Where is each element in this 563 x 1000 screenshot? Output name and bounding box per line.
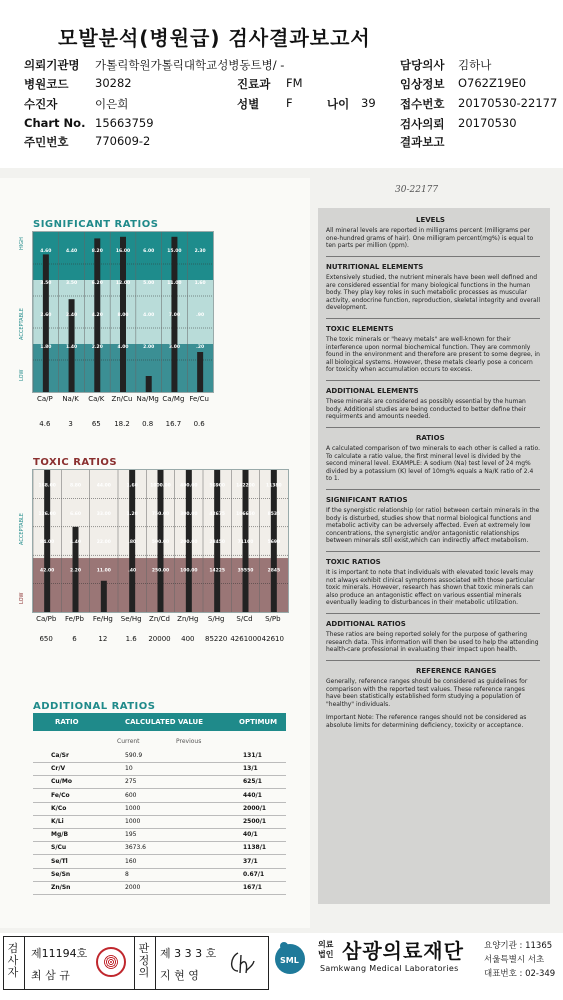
current-value-cell: 3673.6 (125, 844, 146, 852)
zone-high-label: HIGH (19, 237, 25, 250)
table-row (33, 855, 286, 869)
request-date-value: 20170530 (458, 116, 517, 130)
tick-label: 8535 (267, 511, 281, 517)
tick-label: 11.00 (96, 568, 111, 574)
org-info-line2: 서울특별시 서초 (484, 955, 545, 965)
section-body: These minerals are considered as possibly essential by the human body. Additional studies are being conducted to better define their requirments and amounts needed. (326, 398, 526, 421)
tick-label: 15.00 (167, 249, 182, 254)
tick-label: 1000.00 (150, 483, 171, 489)
tick-label: 11.00 (167, 281, 182, 286)
value-label: 400 (181, 635, 195, 643)
age-label: 나이 (327, 97, 350, 111)
section-heading: RATIOS (416, 434, 445, 442)
doctor-label: 담당의사 (400, 58, 445, 72)
toxic-ratios-title: TOXIC RATIOS (33, 457, 118, 468)
clinical-value: O762Z19E0 (458, 76, 527, 90)
org-info-line1: 요양기관 : 11365 (484, 941, 553, 951)
tick-label: 1.40 (66, 345, 78, 350)
tick-label: 35550 (237, 568, 254, 574)
hospital-code-value: 30282 (95, 76, 132, 90)
ratio-cell: K/Li (51, 818, 64, 825)
tick-label: 1.20 (126, 511, 138, 517)
doctor-value: 김하나 (458, 58, 492, 72)
inspector-license: 제11194호 (31, 947, 88, 960)
category-label: S/Cd (236, 615, 253, 623)
value-label: 4.6 (39, 420, 51, 428)
dept-value: FM (286, 76, 303, 90)
category-label: Fe/Pb (65, 615, 84, 623)
section-heading: REFERENCE RANGES (416, 667, 497, 675)
current-value-cell: 1000 (125, 804, 141, 812)
sml-logo (272, 939, 308, 975)
tick-label: 44.00 (96, 483, 111, 489)
additional-table-body (33, 749, 286, 909)
tick-label: 2.00 (143, 345, 155, 350)
optimum-cell: 440/1 (243, 791, 262, 799)
tick-label: 56900 (209, 483, 225, 489)
tick-label: 3.50 (40, 281, 52, 286)
ratio-cell: Se/Sn (51, 870, 71, 878)
value-label: 1.6 (125, 635, 137, 643)
section-body: Important Note: The reference ranges should not be considered as absolute limits for determining deficiency, toxicity or acceptance. (326, 714, 527, 729)
tick-label: 4.20 (91, 313, 103, 318)
category-label: Ca/Pb (36, 615, 57, 623)
tick-label: 1.80 (40, 345, 52, 350)
tick-label: 22.00 (96, 540, 111, 546)
section-body: It is important to note that individuals with elevated toxic levels may not always exhibit clinical symptoms associated with those particular toxic minerals. However, research has shown that toxic minerals can also produce an antagonistic effect on various essential minerals eventually leading to disturbances in their metabolic utilization. (326, 569, 535, 607)
significant-chart-svg (33, 232, 213, 392)
value-label: 18.2 (114, 420, 130, 428)
sex-label: 성별 (237, 97, 260, 111)
category-label: Na/Mg (136, 395, 159, 403)
org-info-line3: 대표번호 : 02-349 (484, 969, 556, 979)
reviewer-signature (226, 947, 256, 977)
value-label: 650 (39, 635, 53, 643)
ratio-cell: Fe/Co (51, 791, 70, 799)
section-heading: SIGNIFICANT RATIOS (326, 496, 408, 504)
category-label: Zn/Cd (149, 615, 170, 623)
significant-chart (32, 231, 214, 393)
patient-value: 이은희 (95, 97, 129, 111)
ratio-cell: Cu/Mo (51, 778, 72, 786)
rrn-value: 770609-2 (95, 134, 151, 148)
report-label: 결과보고 (400, 135, 445, 149)
tick-label: .80 (128, 540, 137, 546)
tick-label: 500.00 (151, 540, 170, 546)
signature-box (3, 936, 269, 990)
org-prefix: 의료법인 (318, 940, 334, 959)
tick-label: 1.60 (126, 483, 138, 489)
tick-label: 3.00 (168, 345, 180, 350)
toxic-chart-svg (33, 470, 288, 612)
tick-label: 71100 (237, 540, 254, 546)
receipt-value: 20170530-22177 (458, 96, 558, 110)
tick-label: 2.60 (40, 313, 52, 318)
table-row (33, 815, 286, 829)
dept-label: 진료과 (237, 77, 271, 91)
inspector-name: 최 삼 규 (31, 969, 70, 982)
logo-text: SML (280, 956, 299, 965)
category-label: S/Pb (265, 615, 281, 623)
tick-label: 4.60 (40, 249, 52, 254)
tick-label: 106650 (236, 511, 255, 517)
org-english-name: Samkwang Medical Laboratories (320, 964, 459, 973)
section-heading: ADDITIONAL ELEMENTS (326, 387, 419, 395)
tick-label: 142200 (236, 483, 255, 489)
table-row (33, 881, 286, 895)
section-heading: ADDITIONAL RATIOS (326, 620, 406, 628)
section-heading: TOXIC RATIOS (326, 558, 381, 566)
current-value-cell: 600 (125, 791, 137, 799)
section-rule (326, 380, 540, 381)
page-title: 모발분석(병원급) 검사결과보고서 (58, 26, 371, 50)
table-row (33, 841, 286, 855)
optimum-cell: 625/1 (243, 778, 262, 786)
value-label: 0.6 (193, 420, 205, 428)
tick-label: 400.00 (180, 483, 198, 489)
section-heading: LEVELS (416, 216, 445, 224)
optimum-cell: 167/1 (243, 884, 262, 891)
value-label: 65 (91, 420, 101, 428)
tick-label: 300.00 (180, 511, 198, 517)
explanation-sections (326, 216, 544, 901)
tick-label: 168.00 (38, 483, 56, 489)
section-rule (326, 489, 540, 490)
significant-category-row (32, 393, 212, 411)
toxic-category-row (32, 613, 287, 631)
handwritten-receipt: 30-22177 (395, 185, 439, 195)
org-name: 삼광의료재단 (342, 939, 464, 963)
section-body: The toxic minerals or "heavy metals" are well-known for their interference upon normal biochemical function. They are commonly found in the environment and therefore are present to some degree, in all biological systems. However, these metals clearly pose a concern for toxicity when accumulation occurs to excess. (326, 336, 540, 374)
category-label: Ca/Mg (162, 395, 185, 403)
request-date-label: 검사의뢰 (400, 117, 445, 131)
table-row (33, 828, 286, 842)
tick-label: 8.00 (117, 313, 129, 318)
tick-label: 11380 (266, 483, 282, 489)
tick-label: 6.60 (69, 511, 82, 517)
bar-fe-cu (197, 352, 203, 392)
divider (24, 937, 25, 989)
clinical-label: 임상정보 (400, 77, 445, 91)
receipt-label: 접수번호 (400, 97, 445, 111)
bar-fe-hg (101, 581, 107, 612)
section-rule (326, 318, 540, 319)
tick-label: 33.00 (96, 511, 111, 517)
value-label: 42610 (261, 635, 284, 643)
tick-label: 100.00 (180, 568, 198, 574)
zone-acceptable-label: ACCEPTABLE (19, 308, 25, 340)
tick-label: 250.00 (151, 568, 170, 574)
tick-label: 6.00 (143, 249, 155, 254)
ratio-cell: Mg/B (51, 831, 69, 839)
tick-label: 200.00 (180, 540, 198, 546)
col-current-subheader: Current (117, 738, 140, 745)
category-label: Fe/Hg (92, 615, 113, 623)
tick-label: 14225 (209, 568, 225, 574)
tick-label: 7.00 (168, 313, 180, 318)
category-label: Se/Hg (120, 615, 142, 623)
optimum-cell: 2500/1 (243, 818, 267, 825)
ratio-cell: Cr/V (51, 765, 66, 773)
optimum-cell: 2000/1 (243, 804, 267, 812)
hospital-code-label: 병원코드 (24, 77, 69, 91)
reviewer-label: 판정의 (138, 942, 150, 979)
ratio-cell: K/Co (51, 804, 67, 812)
current-value-cell: 275 (125, 778, 137, 786)
tick-label: 28450 (209, 540, 225, 546)
chart-no-value: 15663759 (95, 116, 154, 130)
current-value-cell: 8 (125, 870, 129, 878)
significant-ratios-title: SIGNIFICANT RATIOS (33, 219, 159, 230)
category-label: Na/K (62, 395, 79, 403)
section-body: All mineral levels are reported in milligrams percent (milligrams per one-hundred grams of hair). One milligram percent(mg%) is equal to ten parts per million (ppm). (326, 227, 534, 250)
tick-label: 4.00 (143, 313, 155, 318)
current-value-cell: 195 (125, 831, 137, 839)
tick-label: 6.20 (91, 281, 103, 286)
tick-label: 4.00 (117, 345, 129, 350)
optimum-cell: 131/1 (243, 752, 262, 759)
current-value-cell: 1000 (125, 818, 141, 825)
divider (134, 937, 135, 989)
tick-label: 2.40 (66, 313, 78, 318)
ratio-cell: S/Cu (51, 844, 67, 852)
table-row (33, 868, 286, 882)
reviewer-name: 지 현 영 (160, 969, 199, 982)
tick-label: 126.00 (38, 511, 56, 517)
toxic-value-row (32, 633, 287, 647)
ratio-cell: Ca/Sr (51, 752, 69, 759)
current-value-cell: 2000 (125, 884, 141, 891)
current-value-cell: 590.9 (125, 752, 143, 759)
tick-label: 2.20 (69, 568, 82, 574)
value-label: 85220 (205, 635, 228, 643)
value-label: 0.8 (142, 420, 154, 428)
inspector-seal (96, 947, 126, 977)
tick-label: 5.00 (143, 281, 155, 286)
value-label: 6 (72, 635, 77, 643)
col-ratio-header: RATIO (55, 718, 79, 726)
current-value-cell: 10 (125, 765, 133, 773)
additional-table-header (33, 713, 286, 731)
table-row (33, 802, 286, 816)
optimum-cell: 37/1 (243, 857, 258, 865)
sex-value: F (286, 96, 293, 110)
ratio-cell: Se/Tl (51, 857, 68, 865)
toxic-chart (32, 469, 289, 613)
tick-label: .20 (196, 345, 205, 350)
section-rule (326, 551, 540, 552)
bar-ca-p (43, 254, 49, 392)
category-label: Zn/Cu (111, 395, 133, 403)
table-row (33, 749, 286, 763)
category-label: Ca/K (88, 395, 105, 403)
section-body: A calculated comparison of two minerals to each other is called a ratio. To calculate a ratio value, the first mineral level is divided by the second mineral level. EXAMPLE: A sodium (Na) test level of 24 mg% divided by a potassium (K) level of 10mg% equals a Na/K ratio of 2.4 to 1. (326, 445, 541, 483)
value-label: 3 (68, 420, 73, 428)
tick-label: 84.00 (40, 540, 55, 546)
bar-na-mg (146, 376, 152, 392)
additional-ratios-title: ADDITIONAL RATIOS (33, 701, 156, 712)
table-row (33, 789, 286, 803)
significant-value-row (32, 418, 212, 432)
section-body: Generally, reference ranges should be considered as guidelines for comparison with the reported test values. These reference ranges have been statistically established form studying a population of "healthy" individuals. (326, 678, 528, 708)
tick-label: 1.60 (194, 281, 206, 286)
col-optimum-header: OPTIMUM (239, 718, 278, 726)
category-label: Ca/P (36, 395, 53, 403)
section-heading: TOXIC ELEMENTS (326, 325, 394, 333)
tick-label: 2.20 (91, 345, 103, 350)
tick-label: 12.00 (115, 281, 131, 286)
section-rule (326, 256, 540, 257)
toxic-zone-low-label: LOW (19, 592, 25, 604)
tick-label: 3.50 (66, 281, 78, 286)
tick-label: 5690 (267, 540, 281, 546)
optimum-cell: 40/1 (243, 831, 258, 839)
tick-label: 4.40 (69, 540, 82, 546)
tick-label: 2.30 (194, 249, 206, 254)
section-rule (326, 660, 540, 661)
chart-no-label: Chart No. (24, 116, 86, 130)
inspector-label: 검사자 (7, 942, 19, 979)
optimum-cell: 0.67/1 (243, 870, 265, 878)
section-rule (326, 613, 540, 614)
table-row (33, 775, 286, 789)
tick-label: 750.00 (151, 511, 170, 517)
toxic-zone-acceptable-label: ACCEPTABLE (19, 513, 25, 545)
section-heading: NUTRITIONAL ELEMENTS (326, 263, 424, 271)
optimum-cell: 1138/1 (243, 844, 267, 852)
tick-label: 2845 (267, 568, 281, 574)
reviewer-license: 제 3 3 3 호 (160, 947, 217, 960)
tick-label: 4.40 (66, 249, 78, 254)
age-value: 39 (361, 96, 376, 110)
tick-label: .90 (196, 313, 205, 318)
section-rule (326, 427, 540, 428)
tick-label: 8.20 (91, 249, 103, 254)
category-label: S/Hg (207, 615, 225, 623)
requester-label: 의뢰기관명 (24, 58, 80, 72)
patient-label: 수진자 (24, 97, 58, 111)
rrn-label: 주민번호 (24, 135, 69, 149)
value-label: 20000 (148, 635, 171, 643)
category-label: Fe/Cu (189, 395, 209, 403)
tick-label: 42.00 (40, 568, 55, 574)
ratio-cell: Zn/Sn (51, 884, 71, 891)
value-label: 4261000 (230, 635, 262, 643)
col-calculated-header: CALCULATED VALUE (125, 718, 204, 726)
requester-value: 가톨릭학원가톨릭대학교성병동트병/ - (95, 58, 285, 72)
section-body: Extensively studied, the nutrient minerals have been well defined and are considered essential for many biological functions in the human body. They play key roles in such metabolic processes as muscular activity, endocrine function, reproduction, skeletal integrity and overall development. (326, 274, 541, 312)
section-body: These ratios are being reported solely for the purpose of gathering research data. This information will then be used to help the attending health-care professional in evaluating their impact upon health. (326, 631, 539, 654)
value-label: 16.7 (165, 420, 182, 428)
optimum-cell: 13/1 (243, 765, 258, 773)
category-label: Zn/Hg (177, 615, 199, 623)
value-label: 12 (98, 635, 108, 643)
tick-label: 16.00 (115, 249, 131, 254)
divider (155, 937, 156, 989)
tick-label: 42675 (209, 511, 225, 517)
tick-label: 8.80 (69, 483, 82, 489)
section-body: If the synergistic relationship (or ratio) between certain minerals in the body is disturbed, studies show that normal biological functions and metabolic activity can be adversely affected. Even at extremely low concentrations, the synergistic and/or antagonistic relationships between minerals still exist,which can indirectly affect metabolism. (326, 507, 540, 545)
current-value-cell: 160 (125, 857, 137, 865)
zone-low-label: LOW (19, 369, 25, 381)
tick-label: .40 (128, 568, 137, 574)
table-row (33, 762, 286, 776)
col-previous-subheader: Previous (176, 738, 202, 745)
